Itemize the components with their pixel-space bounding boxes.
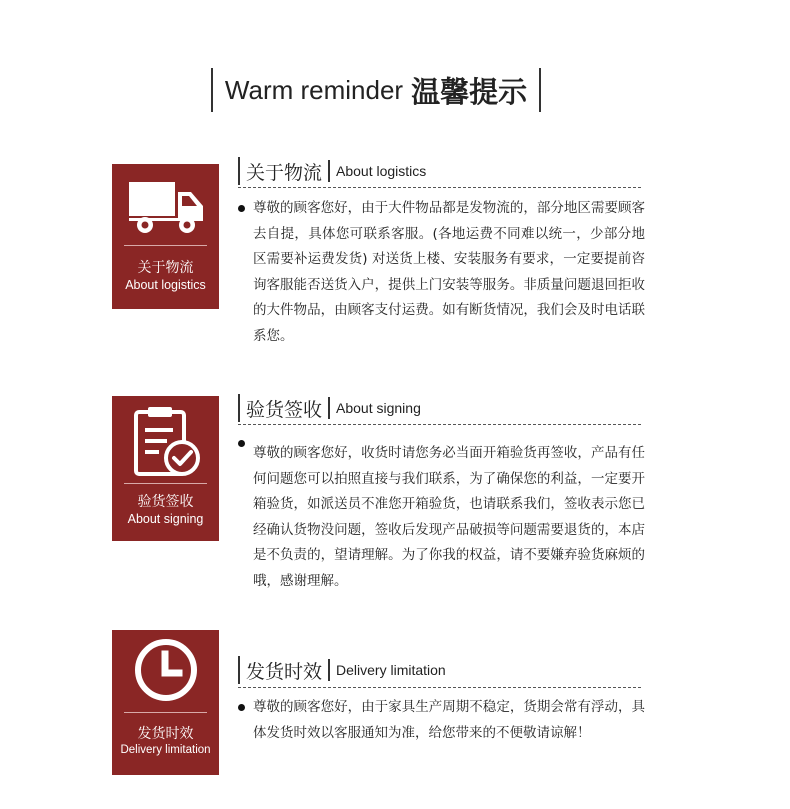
clock-icon [132, 636, 200, 704]
logistics-title-cn: 关于物流 [246, 161, 323, 184]
signing-title-en: About signing [336, 400, 421, 416]
logistics-card-cn: 关于物流 [137, 260, 194, 276]
delivery-card-en: Delivery limitation [120, 744, 211, 756]
logistics-title-en: About logistics [336, 163, 427, 179]
logistics-title [238, 157, 426, 185]
delivery-card-cn: 发货时效 [137, 726, 194, 742]
signing-card [112, 396, 219, 541]
delivery-title-en: Delivery limitation [336, 662, 446, 678]
delivery-title-cn: 发货时效 [246, 660, 323, 683]
bullet-icon [238, 205, 245, 212]
title-divider [328, 659, 330, 681]
logistics-divider [238, 187, 641, 188]
clipboard-check-icon [132, 406, 202, 478]
delivery-title [238, 656, 446, 684]
page-header [211, 68, 541, 112]
logistics-text: 尊敬的顾客您好，由于大件物品都是发物流的，部分地区需要顾客去自提，具体您可联系客服。(各地运费不同难以统一，少部分地区需要补运费发货) 对送货上楼、安装服务有要求，一定要提前咨询客服能否送货入户，提供上门安装等服务。非质量问题退回拒收的大件物品，由顾客支付运费。如有断货情况，我们会及时电话联系您。 [253, 200, 645, 344]
signing-card-en: About signing [127, 512, 204, 526]
logistics-card [112, 164, 219, 309]
signing-card-cn: 验货签收 [137, 494, 194, 510]
title-divider [328, 160, 330, 182]
signing-title-cn: 验货签收 [246, 398, 323, 421]
truck-icon [127, 178, 205, 238]
signing-title [238, 394, 421, 422]
header-title-en: Warm reminder [224, 74, 404, 105]
bullet-icon [238, 704, 245, 711]
signing-text: 尊敬的顾客您好，收货时请您务必当面开箱验货再签收，产品有任何问题您可以拍照直接与我们联系，为了确保您的利益，一定要开箱验货，如派送员不准您开箱验货，也请联系我们，签收表示您已经确认货物没问题，签收后发现产品破损等问题需要退货的，本店是不负责的，望请理解。为了你我的权益，请不要嫌弃验货麻烦的哦，感谢理解。 [253, 445, 645, 589]
header-title-cn: 温馨提示 [411, 74, 528, 109]
delivery-card [112, 630, 219, 775]
title-divider [328, 397, 330, 419]
logistics-card-en: About logistics [125, 278, 206, 292]
bullet-icon [238, 440, 245, 447]
delivery-text: 尊敬的顾客您好，由于家具生产周期不稳定，货期会常有浮动，具体发货时效以客服通知为准，给您带来的不便敬请谅解！ [253, 699, 645, 741]
signing-divider [238, 424, 641, 425]
delivery-divider [238, 687, 641, 688]
